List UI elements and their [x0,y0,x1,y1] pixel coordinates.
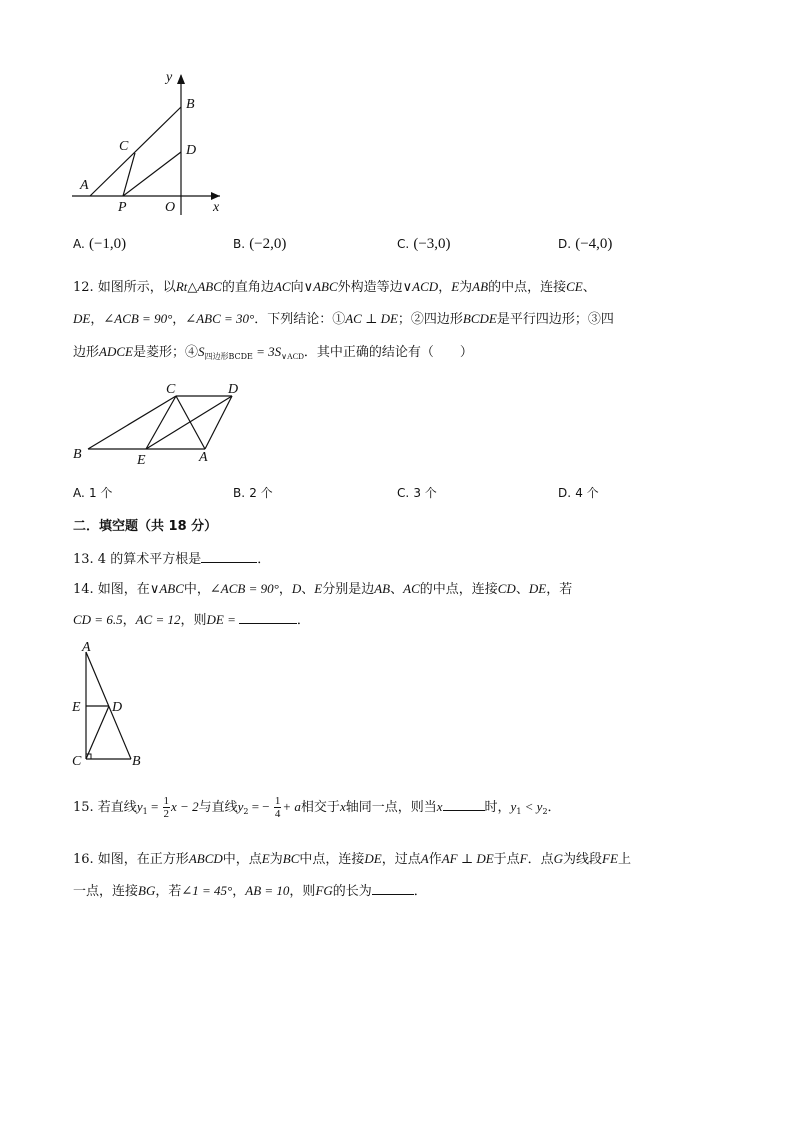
label-p: P [118,200,127,215]
option-letter: B. [233,237,246,251]
q11-option-a [73,236,126,253]
option-letter: D. [558,237,572,251]
answer-blank[interactable] [372,882,414,895]
option-value: (−2,0) [249,236,287,252]
label-a: A [199,450,208,465]
label-x: x [213,200,220,215]
label-o: O [165,200,176,215]
answer-blank[interactable] [201,550,257,563]
answer-blank[interactable] [239,611,297,624]
q11-option-d [558,236,612,253]
q12-option-b: B. 2 个 [233,486,273,500]
label-b: B [132,754,141,769]
label-e: E [137,453,146,468]
answer-blank[interactable] [443,798,485,811]
q12-line-3: 边形ADCE是菱形；$④S_{四边形BCDE} = 3S_{\vee ACD}$．其中正确的结论有（ ） [73,344,473,361]
q11-option-c [397,236,451,253]
q15: 15. 若直线$y_1$ = $\frac{1}{2}$ x − 2与直线$y_2$ = − $\frac{1}{4}$ + a相交于x轴同一点，则当x 时，$y_1 < y_2$． [73,795,561,820]
q14-line-1: 14. 如图，在∨ABC中，∠ACB = 90°，D、E分别是边AB、AC的中点，连接CD、DE，若 [73,581,573,597]
option-value: (−3,0) [413,236,451,252]
q11-option-b [233,236,286,253]
q12-line-1: 12. 如图所示，以Rt△ABC的直角边AC向∨ABC外构造等边∨ACD，E为AB的中点，连接CE、 [73,279,596,295]
label-b: B [186,97,195,112]
label-c: C [166,382,176,397]
label-d: D [186,143,197,158]
label-c: C [119,139,129,154]
label-c: C [72,754,82,769]
option-letter: A. [73,237,85,251]
fraction-one-quarter: $\frac{1}{4}$ [274,795,281,820]
option-value: (−4,0) [575,236,613,252]
label-d: D [228,382,239,397]
label-y: y [166,70,173,85]
q14-line-2: CD = 6.5，AC = 12，则DE = ． [73,612,310,628]
q12-line-2: DE，∠ACB = 90°，∠ABC = 30°．下列结论：①AC ⊥ DE；②四边形BCDE是平行四边形；③四 [73,311,614,327]
q16-line-1: 16. 如图，在正方形ABCD中，点E为BC中点，连接DE，过点A作AF ⊥ DE于点F．点G为线段FE上 [73,851,631,867]
q16-line-2: 一点，连接BG，若∠1 = 45°，AB = 10，则FG的长为 ． [73,883,427,899]
q13: 13. 4 的算术平方根是 ． [73,552,271,567]
q11-figure [60,65,240,225]
label-a: A [82,640,91,655]
label-b: B [73,447,82,462]
option-value: (−1,0) [88,236,127,252]
fraction-one-half: $\frac{1}{2}$ [163,795,170,820]
q12-figure [68,378,253,470]
q12-option-d: D. 4 个 [558,486,599,500]
label-e: E [72,700,81,715]
label-a: A [80,178,89,193]
option-letter: C. [397,237,410,251]
q12-option-a: A. 1 个 [73,486,113,500]
section-title: 二．填空题（共 18 分） [73,519,218,534]
q12-option-c: C. 3 个 [397,486,437,500]
label-d: D [112,700,123,715]
q14-figure [66,638,156,770]
